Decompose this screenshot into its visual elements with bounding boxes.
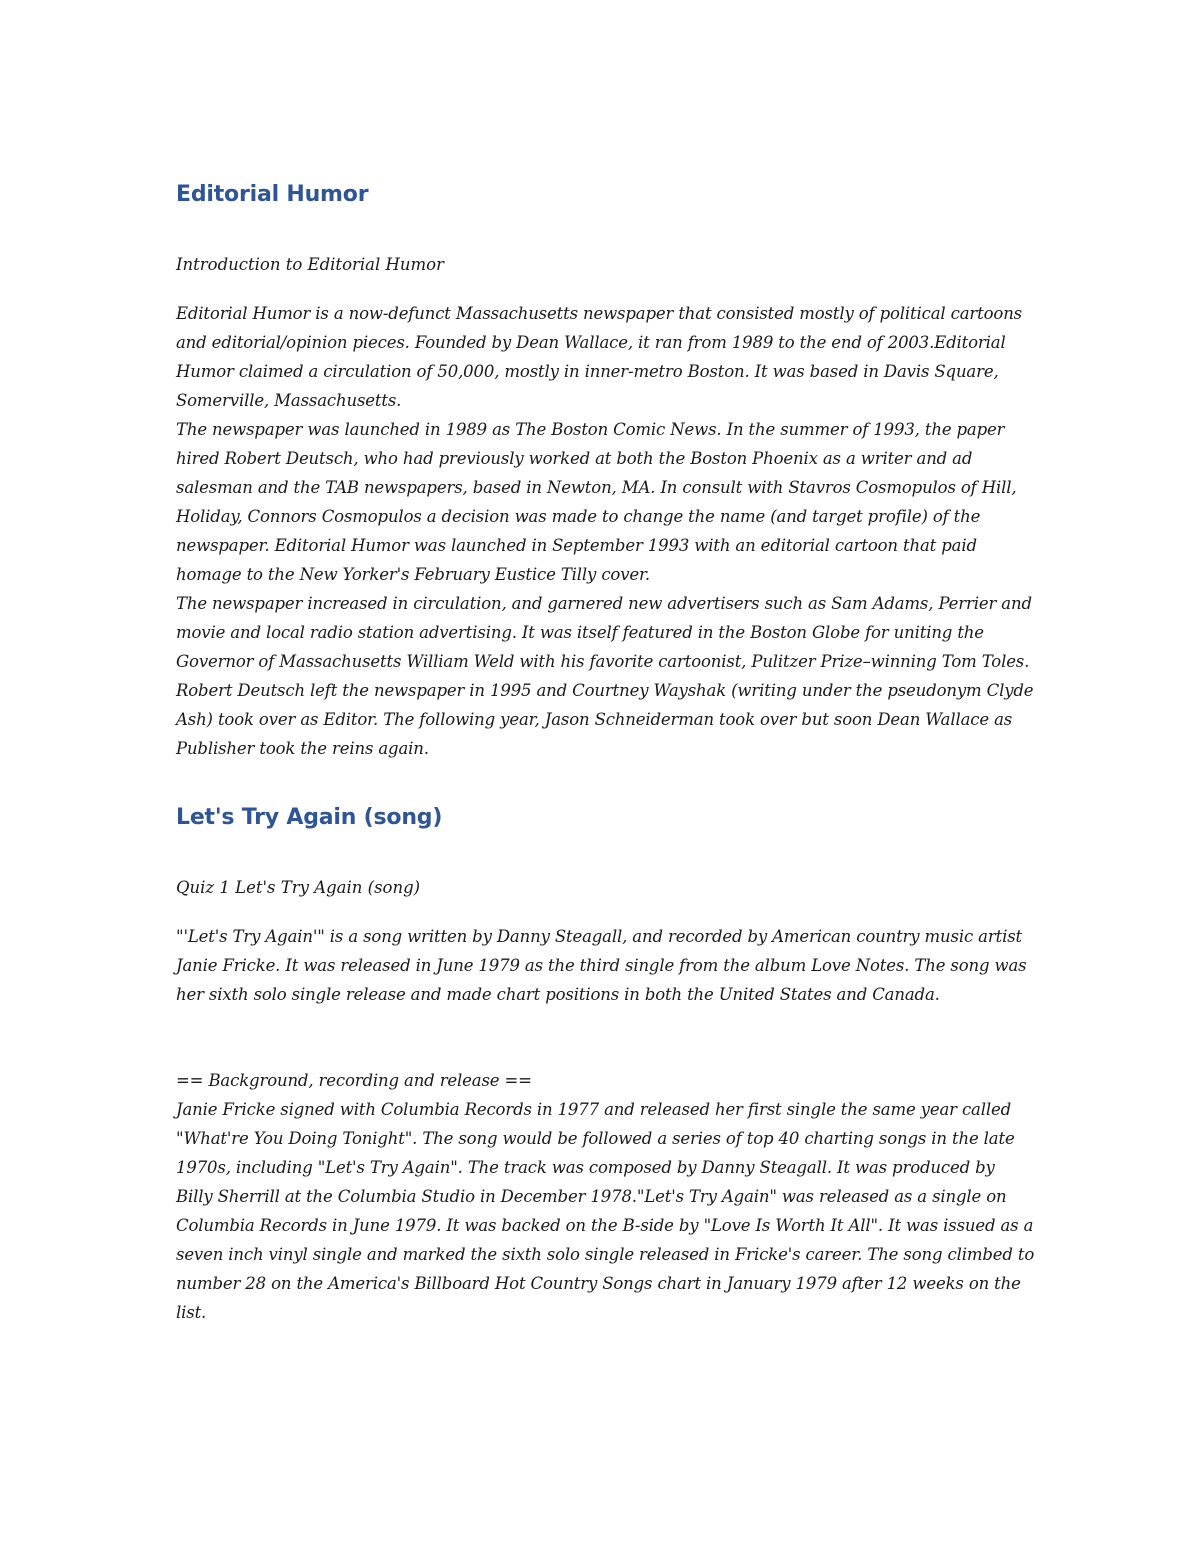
section-subtitle-editorial-humor: Introduction to Editorial Humor [176, 255, 445, 274]
paragraph: The newspaper increased in circulation, and garnered new advertisers such as Sam Adams, Perrier and movie and local radio station advertising. It was itself featured in the Boston Globe for uniting the Governor of Massachusetts William Weld with his favorite cartoonist, Pulitzer Prize–winning Tom Toles. [176, 594, 1032, 671]
paragraph: Robert Deutsch left the newspaper in 1995 and Courtney Wayshak (writing under the pseudonym Clyde Ash) took over as Editor. The following year, Jason Schneiderman took over but soon Dean Wallace as Publisher took the reins again. [176, 681, 1034, 758]
document-body [176, 178, 1036, 1327]
paragraph: Editorial Humor is a now-defunct Massachusetts newspaper that consisted mostly of political cartoons and editorial/opinion pieces. Founded by Dean Wallace, it ran from 1989 to the end of 2003.Editorial Humor claimed a circulation of 50,000, mostly in inner-metro Boston. It was based in Davis Square, Somerville, Massachusetts. [176, 304, 1022, 410]
background-subheading: == Background, recording and release == [176, 1071, 532, 1090]
section-heading-editorial-humor: Editorial Humor [176, 182, 369, 207]
section-heading-lets-try-again: Let's Try Again (song) [176, 805, 443, 830]
paragraph-song-intro: "'Let's Try Again'" is a song written by Danny Steagall, and recorded by American country music artist Janie Fricke. It was released in June 1979 as the third single from the album Love Notes. The song was her sixth solo single release and made chart positions in both the United States and Canada. [176, 927, 1027, 1004]
paragraph-background: Janie Fricke signed with Columbia Records in 1977 and released her first single the same year called "What're You Doing Tonight". The song would be followed a series of top 40 charting songs in the late 1970s, including "Let's Try Again". The track was composed by Danny Steagall. It was produced by Billy Sherrill at the Columbia Studio in December 1978."Let's Try Again" was released as a single on Columbia Records in June 1979. It was backed on the B-side by "Love Is Worth It All". It was issued as a seven inch vinyl single and marked the sixth solo single released in Fricke's career. The song climbed to number 28 on the America's Billboard Hot Country Songs chart in January 1979 after 12 weeks on the list. [176, 1100, 1035, 1322]
section-subtitle-quiz: Quiz 1 Let's Try Again (song) [176, 878, 421, 897]
paragraph: The newspaper was launched in 1989 as The Boston Comic News. In the summer of 1993, the paper hired Robert Deutsch, who had previously worked at both the Boston Phoenix as a writer and ad salesman and the TAB newspapers, based in Newton, MA. In consult with Stavros Cosmopulos of Hill, Holiday, Connors Cosmopulos a decision was made to change the name (and target profile) of the newspaper. Editorial Humor was launched in September 1993 with an editorial cartoon that paid homage to the New Yorker's February Eustice Tilly cover. [176, 420, 1017, 584]
